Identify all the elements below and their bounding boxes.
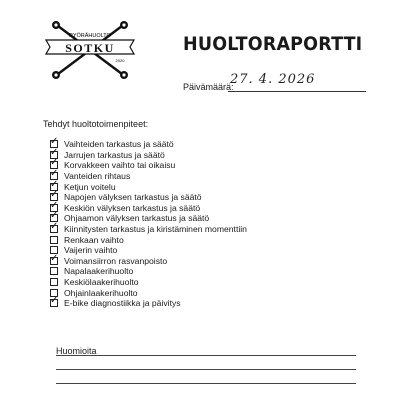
checklist-item[interactable] bbox=[50, 168, 247, 182]
checklist-item[interactable] bbox=[50, 157, 247, 171]
checklist-item[interactable] bbox=[50, 266, 247, 277]
checklist-item-label: Ohjainlaakerihuolto bbox=[64, 287, 138, 298]
notes-line[interactable] bbox=[56, 369, 356, 370]
checklist-item-label: Voimansiirron rasvanpoisto bbox=[64, 255, 168, 266]
checklist-item[interactable] bbox=[50, 221, 247, 235]
check-mark-icon: ✓ bbox=[50, 199, 59, 211]
checklist-item-label: Kiinnitysten tarkastus ja kiristäminen momenttiin bbox=[64, 224, 247, 235]
checklist-item-label: Napalaakerihuolto bbox=[64, 266, 134, 277]
service-checklist bbox=[50, 136, 247, 309]
checklist-item-label: Keskiölaakerihuolto bbox=[64, 277, 139, 288]
check-mark-icon: ✓ bbox=[50, 178, 59, 190]
checklist-item-label: Keskiön välyksen tarkastus ja säätö bbox=[64, 202, 201, 213]
checklist-item-label: Vaihteiden tarkastus ja säätö bbox=[64, 139, 174, 150]
checklist-item-label: Jarrujen tarkastus ja säätö bbox=[64, 149, 165, 160]
checkbox[interactable] bbox=[50, 267, 58, 275]
checkbox[interactable] bbox=[50, 295, 59, 307]
section-heading: Tehdyt huoltotoimenpiteet: bbox=[43, 119, 149, 129]
checklist-item-label: E-bike diagnostiikka ja päivitys bbox=[64, 298, 181, 309]
checklist-item[interactable] bbox=[50, 136, 247, 150]
company-logo bbox=[40, 20, 140, 80]
checklist-item[interactable] bbox=[50, 146, 247, 161]
wrench-logo-icon bbox=[40, 20, 140, 80]
check-mark-icon: ✓ bbox=[50, 252, 59, 264]
checklist-item[interactable] bbox=[50, 199, 247, 214]
checklist-item[interactable] bbox=[50, 210, 247, 224]
check-mark-icon: ✓ bbox=[50, 221, 59, 233]
logo-top-text: PYÖRÄHUOLTO bbox=[69, 33, 111, 39]
check-mark-icon: ✓ bbox=[50, 210, 59, 222]
date-label: Päivämäärä: bbox=[183, 82, 234, 92]
check-mark-icon: ✓ bbox=[50, 157, 59, 169]
checklist-item-label: Renkaan vaihto bbox=[64, 234, 124, 245]
checkbox[interactable] bbox=[50, 236, 58, 244]
notes-line[interactable] bbox=[56, 383, 356, 384]
checklist-item[interactable] bbox=[50, 277, 247, 288]
checklist-item-label: Ketjun voitelu bbox=[64, 181, 116, 192]
checklist-item-label: Korvakkeen vaihto tai oikaisu bbox=[64, 160, 176, 171]
check-mark-icon: ✓ bbox=[50, 295, 59, 307]
checklist-item[interactable] bbox=[50, 189, 247, 203]
check-mark-icon: ✓ bbox=[50, 136, 59, 148]
date-value[interactable]: 27. 4. 2026 bbox=[230, 72, 316, 87]
checklist-item-label: Vaijerin vaihto bbox=[64, 245, 118, 256]
notes-line[interactable] bbox=[56, 355, 356, 356]
check-mark-icon: ✓ bbox=[50, 189, 59, 201]
notes-heading: Huomioita bbox=[56, 346, 97, 356]
check-mark-icon: ✓ bbox=[50, 168, 59, 180]
logo-small-text: 2020 bbox=[115, 58, 125, 63]
checklist-item[interactable] bbox=[50, 234, 247, 245]
logo-brand: SOTKU bbox=[65, 41, 115, 55]
checklist-item[interactable] bbox=[50, 252, 247, 267]
checkbox[interactable] bbox=[50, 278, 58, 286]
checkbox[interactable] bbox=[50, 221, 59, 233]
checklist-item[interactable] bbox=[50, 245, 247, 256]
page-title: HUOLTORAPORTTI bbox=[183, 33, 363, 55]
checklist-item[interactable] bbox=[50, 178, 247, 192]
checklist-item-label: Vanteiden rihtaus bbox=[64, 171, 131, 182]
checklist-item[interactable] bbox=[50, 287, 247, 298]
checklist-item-label: Napojen välyksen tarkastus ja säätö bbox=[64, 192, 202, 203]
checkbox[interactable] bbox=[50, 252, 59, 265]
checklist-item-label: Ohjaamon välyksen tarkastus ja säätö bbox=[64, 213, 210, 224]
checklist-item[interactable] bbox=[50, 295, 247, 309]
check-mark-icon: ✓ bbox=[50, 146, 59, 158]
date-underline bbox=[228, 91, 366, 92]
